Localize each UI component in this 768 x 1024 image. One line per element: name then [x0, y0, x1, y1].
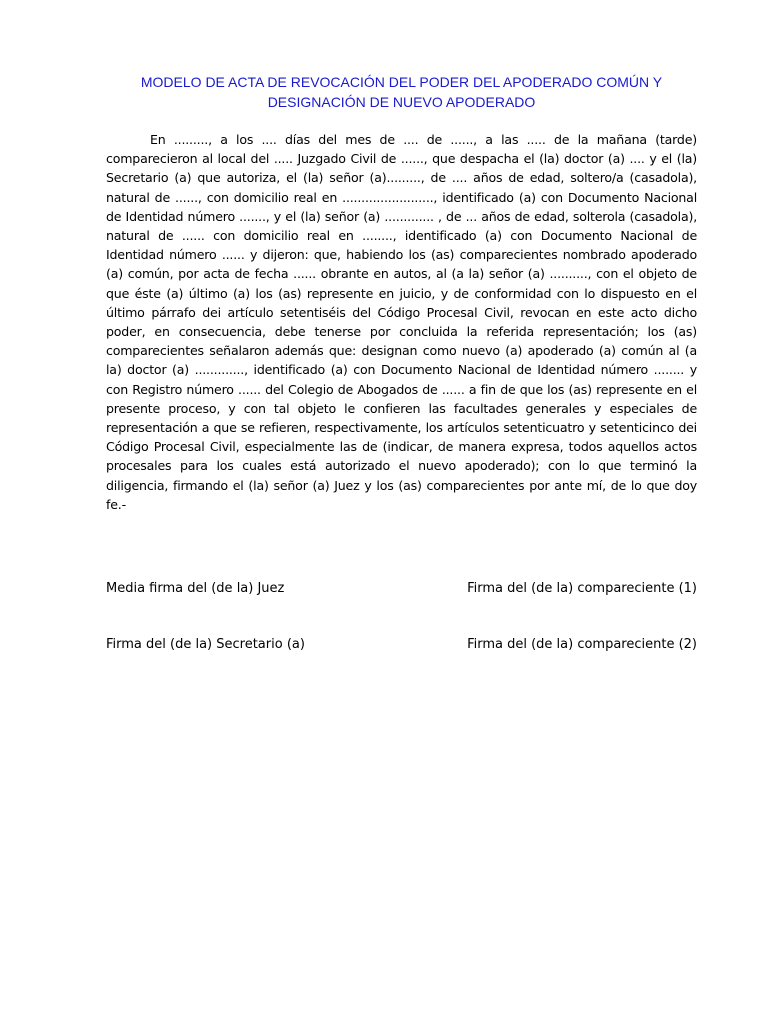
signature-row-2	[106, 636, 697, 654]
appearing-2-signature-label: Firma del (de la) compareciente (2)	[467, 637, 697, 652]
document-title	[106, 72, 697, 112]
document-body: En ........., a los .... días del mes de .... de ......, a las ..... de la mañana (tarde) comparecieron al local del ..... Juzgado Civil de ......, que despacha el (la) doctor (a) .... y el (la) Secretario (a) que autoriza, el (la) señor (a)........., de .... años de edad, soltero/a (casadola), natural de ......, con domicilio real en ........................, identificado (a) con Documento Nacional de Identidad número ......., y el (la) señor (a) ............. , de ... años de edad, solterola (casadola), natural de ...... con domicilio real en ........, identificado (a) con Documento Nacional de Identidad número ...... y dijeron: que, habiendo los (as) comparecientes nombrado apoderado (a) común, por acta de fecha ...... obrante en autos, al (a la) señor (a) .........., con el objeto de que éste (a) último (a) los (as) represente en juicio, y de conformidad con lo dispuesto en el último párrafo dei artículo setentiséis del Código Procesal Civil, revocan en este acto dicho poder, en consecuencia, debe tenerse por concluida la referida representación; los (as) comparecientes señalaron además que: designan como nuevo (a) apoderado (a) común al (a la) doctor (a) ............., identificado (a) con Documento Nacional de Identidad número ........ y con Registro número ...... del Colegio de Abogados de ...... a fin de que los (as) represente en el presente proceso, y con tal objeto le confieren las facultades generales y especiales de representación a que se refieren, respectivamente, los artículos setenticuatro y setenticinco dei Código Procesal Civil, especialmente las de (indicar, de manera expresa, todos aquellos actos procesales para los cuales está autorizado el nuevo apoderado); con lo que terminó la diligencia, firmando el (la) señor (a) Juez y los (as) comparecientes por ante mí, de lo que doy fe.-	[106, 132, 697, 512]
signature-row-1	[106, 580, 697, 598]
secretary-signature-label: Firma del (de la) Secretario (a)	[106, 637, 305, 652]
document-page	[106, 72, 697, 652]
title-line-1: MODELO DE ACTA DE REVOCACIÓN DEL PODER DEL APODERADO COMÚN Y	[140, 74, 663, 90]
judge-signature-label: Media firma del (de la) Juez	[106, 581, 285, 596]
title-line-2: DESIGNACIÓN DE NUEVO APODERADO	[267, 94, 536, 110]
appearing-1-signature-label: Firma del (de la) compareciente (1)	[467, 581, 697, 596]
